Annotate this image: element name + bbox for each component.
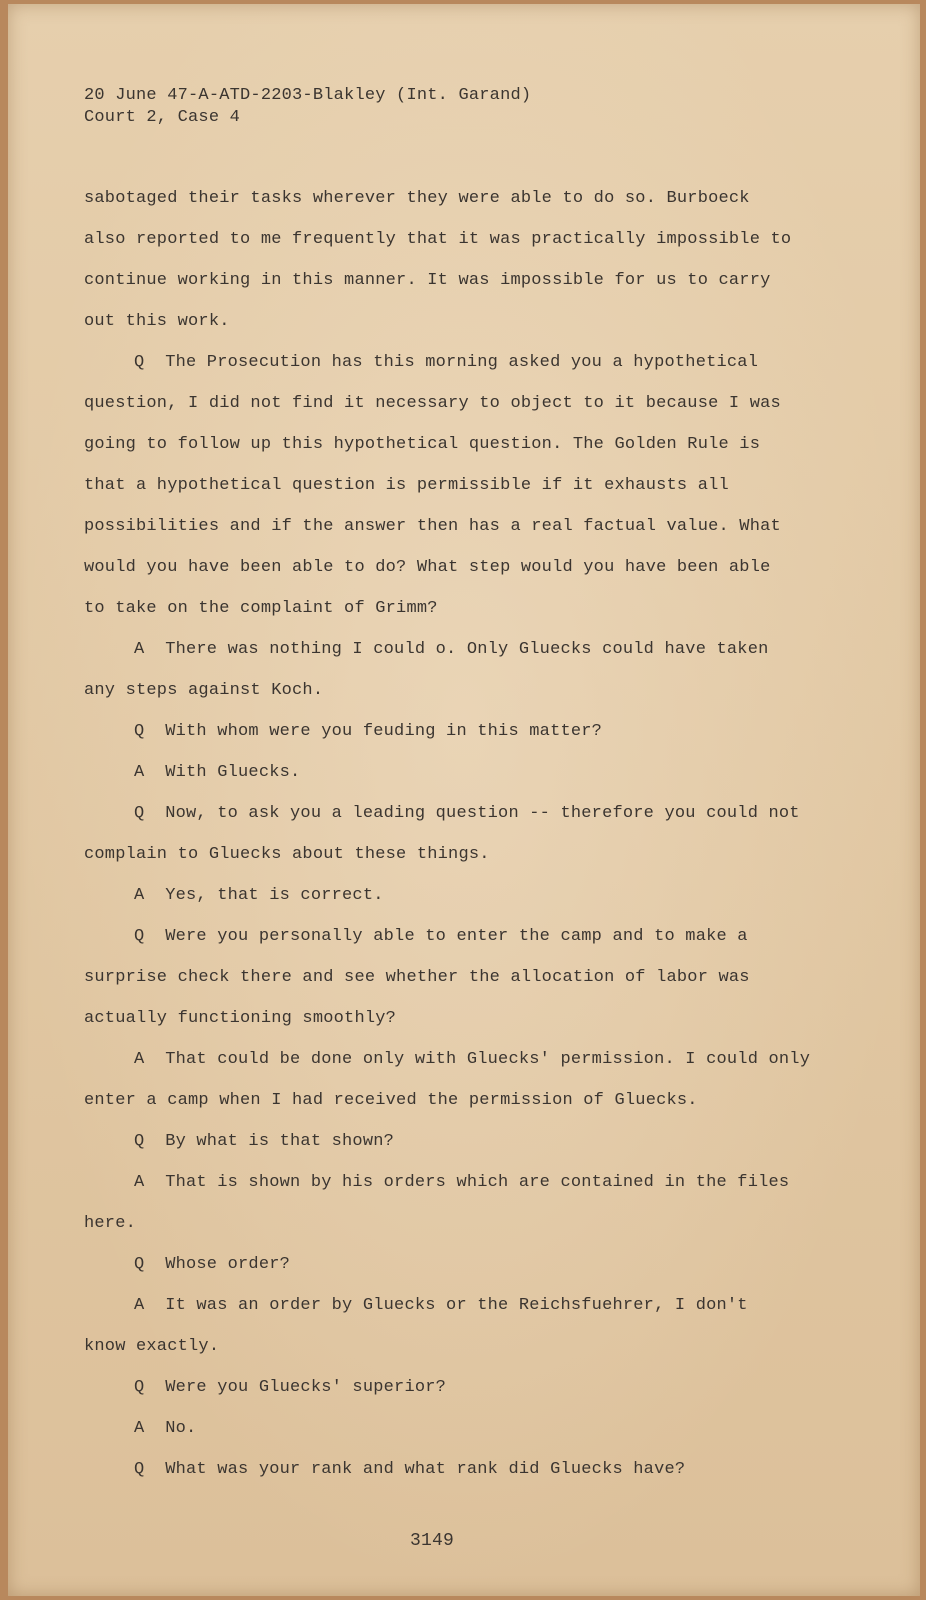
transcript-line: A That is shown by his orders which are contained in the files [134, 1173, 790, 1192]
transcript-line: would you have been able to do? What step would you have been able [84, 558, 771, 577]
transcript-line: A There was nothing I could o. Only Gluecks could have taken [134, 640, 769, 659]
header-line-1: 20 June 47-A-ATD-2203-Blakley (Int. Garand) [84, 86, 532, 105]
transcript-line: Q Were you personally able to enter the camp and to make a [134, 927, 748, 946]
transcript-line: Q With whom were you feuding in this matter? [134, 722, 603, 741]
transcript-line: to take on the complaint of Grimm? [84, 599, 438, 618]
transcript-line: question, I did not find it necessary to object to it because I was [84, 394, 781, 413]
transcript-line: enter a camp when I had received the permission of Gluecks. [84, 1091, 698, 1110]
transcript-line: Q Now, to ask you a leading question -- therefore you could not [134, 804, 800, 823]
transcript-line: Q What was your rank and what rank did Gluecks have? [134, 1460, 686, 1479]
transcript-line: that a hypothetical question is permissible if it exhausts all [84, 476, 729, 495]
page-number: 3149 [410, 1531, 455, 1551]
transcript-line: out this work. [84, 312, 230, 331]
transcript-line: possibilities and if the answer then has a real factual value. What [84, 517, 781, 536]
header-line-2: Court 2, Case 4 [84, 108, 241, 127]
transcript-line: A With Gluecks. [134, 763, 301, 782]
transcript-line: A That could be done only with Gluecks' permission. I could only [134, 1050, 811, 1069]
transcript-line: Q Whose order? [134, 1255, 291, 1274]
transcript-line: Q Were you Gluecks' superior? [134, 1378, 447, 1397]
transcript-line: A It was an order by Gluecks or the Reichsfuehrer, I don't [134, 1296, 748, 1315]
transcript-line: any steps against Koch. [84, 681, 324, 700]
transcript-line: A No. [134, 1419, 197, 1438]
transcript-line: know exactly. [84, 1337, 220, 1356]
transcript-line: continue working in this manner. It was impossible for us to carry [84, 271, 771, 290]
transcript-line: surprise check there and see whether the allocation of labor was [84, 968, 750, 987]
transcript-line: A Yes, that is correct. [134, 886, 384, 905]
transcript-line: complain to Gluecks about these things. [84, 845, 490, 864]
transcript-line: Q The Prosecution has this morning asked you a hypothetical [134, 353, 759, 372]
transcript-line: actually functioning smoothly? [84, 1009, 397, 1028]
transcript-line: going to follow up this hypothetical question. The Golden Rule is [84, 435, 761, 454]
transcript-line: Q By what is that shown? [134, 1132, 395, 1151]
transcript-line: sabotaged their tasks wherever they were able to do so. Burboeck [84, 189, 750, 208]
transcript-line: also reported to me frequently that it was practically impossible to [84, 230, 792, 249]
transcript-line: here. [84, 1214, 137, 1233]
